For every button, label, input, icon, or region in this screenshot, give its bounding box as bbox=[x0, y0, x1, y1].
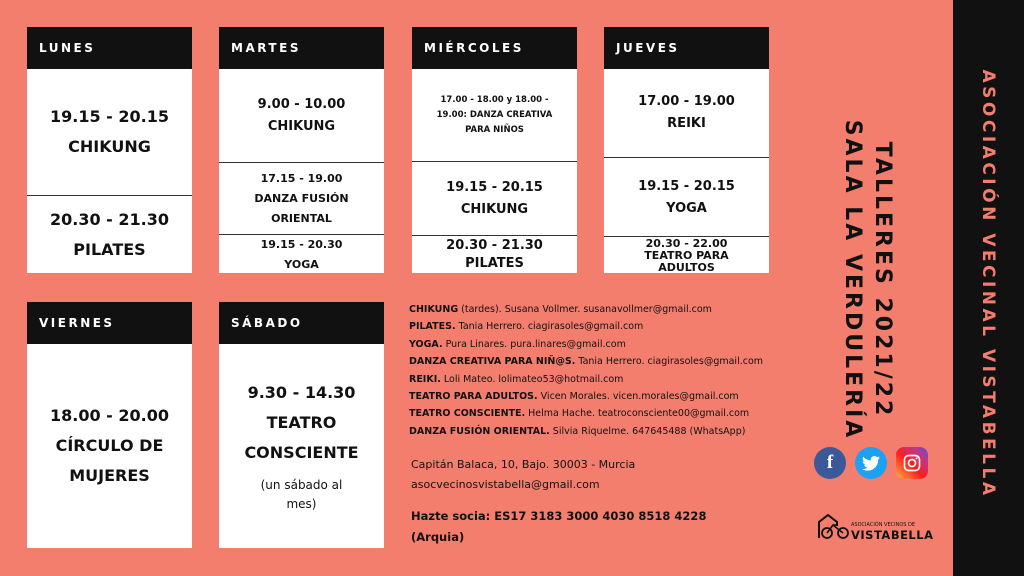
schedule-slot bbox=[604, 69, 769, 157]
day-card-viernes bbox=[27, 302, 192, 548]
slot-time: 19.15 - 20.15 bbox=[50, 107, 169, 126]
schedule-slot bbox=[219, 234, 384, 274]
logo-subtitle: ASOCIACIÓN VECINOS DE bbox=[851, 522, 916, 528]
day-card-martes bbox=[219, 27, 384, 273]
contact-line bbox=[409, 301, 763, 318]
slot-activity: PILATES bbox=[465, 256, 524, 271]
page-title bbox=[837, 70, 897, 490]
contact-line bbox=[409, 423, 763, 440]
contact-details: Tania Herrero. ciagirasoles@gmail.com bbox=[455, 321, 644, 333]
slot-time: 17.00 - 19.00 bbox=[638, 94, 735, 109]
slot-time: 20.30 - 21.30 bbox=[50, 210, 169, 229]
contact-line bbox=[409, 371, 763, 388]
organization-name: ASOCIACIÓN VECINAL VISTABELLA bbox=[978, 69, 998, 499]
slot-activity: ADULTOS bbox=[658, 260, 715, 274]
day-header: JUEVES bbox=[604, 27, 769, 69]
schedule-slot bbox=[219, 69, 384, 162]
slot-time: 17.15 - 19.00 bbox=[260, 172, 343, 185]
schedule-slot bbox=[27, 344, 192, 548]
instagram-camera-icon bbox=[902, 453, 922, 473]
day-card-miercoles bbox=[412, 27, 577, 273]
day-header: MIÉRCOLES bbox=[412, 27, 577, 69]
slot-activity: ORIENTAL bbox=[271, 212, 332, 225]
slot-text: 17.00 - 18.00 y 18.00 - bbox=[440, 94, 549, 105]
slot-time: 9.00 - 10.00 bbox=[257, 96, 346, 112]
contact-label: CHIKUNG bbox=[409, 304, 459, 315]
facebook-icon[interactable] bbox=[814, 447, 846, 479]
slot-activity: CÍRCULO DE bbox=[55, 436, 164, 455]
title-line: SALA LA VERDULERÍA bbox=[840, 119, 865, 441]
twitter-bird-icon bbox=[862, 456, 880, 471]
contact-label: REIKI. bbox=[409, 373, 441, 385]
contact-details: Loli Mateo. lolimateo53@hotmail.com bbox=[440, 373, 624, 385]
vistabella-logo bbox=[816, 512, 934, 544]
contact-details: Tania Herrero. ciagirasoles@gmail.com bbox=[575, 356, 764, 368]
slot-text: PARA NIÑOS bbox=[465, 124, 524, 135]
slot-activity: PILATES bbox=[73, 240, 146, 259]
contact-details: Silvia Riquelme. 647645488 (WhatsApp) bbox=[549, 425, 746, 437]
day-header: SÁBADO bbox=[219, 302, 384, 344]
slot-activity: TEATRO PARA bbox=[644, 248, 729, 262]
bicycle-house-icon bbox=[816, 512, 850, 540]
contact-details: Vicen Morales. vicen.morales@gmail.com bbox=[537, 391, 739, 403]
slot-activity: MUJERES bbox=[69, 466, 150, 485]
day-header: MARTES bbox=[219, 27, 384, 69]
slot-activity: YOGA bbox=[284, 257, 319, 271]
contact-label: YOGA. bbox=[409, 338, 443, 350]
schedule-slot bbox=[412, 161, 577, 236]
membership-iban: Hazte socia: ES17 3183 3000 4030 8518 4228 bbox=[411, 509, 707, 523]
schedule-slot bbox=[27, 195, 192, 274]
slot-activity: YOGA bbox=[666, 200, 707, 216]
contact-line bbox=[409, 336, 763, 353]
contact-label: TEATRO PARA ADULTOS. bbox=[409, 391, 538, 403]
address-block bbox=[411, 455, 635, 495]
schedule-slot bbox=[604, 236, 769, 274]
slot-activity: TEATRO bbox=[266, 413, 337, 432]
membership-block bbox=[411, 506, 706, 548]
contact-details: Pura Linares. pura.linares@gmail.com bbox=[442, 338, 626, 350]
contact-line bbox=[409, 353, 763, 370]
schedule-slot bbox=[27, 69, 192, 195]
schedule-slot bbox=[604, 157, 769, 237]
day-header: LUNES bbox=[27, 27, 192, 69]
contact-details: (tardes). Susana Vollmer. susanavollmer@gmail.com bbox=[458, 304, 712, 315]
contact-line bbox=[409, 388, 763, 405]
slot-activity: REIKI bbox=[667, 116, 706, 131]
slot-note: mes) bbox=[286, 497, 317, 511]
day-header: VIERNES bbox=[27, 302, 192, 344]
slot-activity: CHIKUNG bbox=[460, 202, 529, 217]
instagram-icon[interactable] bbox=[896, 447, 928, 479]
slot-time: 20.30 - 22.00 bbox=[645, 236, 728, 250]
contact-label: DANZA FUSIÓN ORIENTAL. bbox=[409, 425, 550, 437]
logo-title: VISTABELLA bbox=[851, 528, 934, 542]
slot-activity: CONSCIENTE bbox=[244, 443, 359, 462]
slot-time: 19.15 - 20.15 bbox=[638, 178, 735, 194]
contact-line bbox=[409, 405, 763, 422]
day-card-sabado bbox=[219, 302, 384, 548]
slot-activity: DANZA FUSIÓN bbox=[254, 192, 349, 205]
schedule-slot bbox=[219, 344, 384, 548]
contact-label: TEATRO CONSCIENTE. bbox=[409, 408, 526, 420]
slot-time: 9.30 - 14.30 bbox=[247, 383, 356, 402]
title-line: TALLERES 2021/22 bbox=[870, 141, 895, 419]
slot-time: 19.15 - 20.15 bbox=[446, 180, 543, 195]
slot-activity: CHIKUNG bbox=[68, 137, 151, 156]
day-card-lunes bbox=[27, 27, 192, 273]
membership-bank: (Arquia) bbox=[411, 530, 465, 544]
slot-text: 19.00: DANZA CREATIVA bbox=[436, 109, 553, 120]
slot-time: 18.00 - 20.00 bbox=[50, 406, 169, 425]
slot-time: 20.30 - 21.30 bbox=[446, 238, 543, 253]
day-card-jueves bbox=[604, 27, 769, 273]
slot-time: 19.15 - 20.30 bbox=[260, 237, 343, 251]
contact-label: DANZA CREATIVA PARA NIÑ@S. bbox=[409, 356, 576, 368]
slot-activity: CHIKUNG bbox=[267, 118, 336, 134]
instructor-contacts bbox=[409, 301, 763, 440]
contact-details: Helma Hache. teatroconsciente00@gmail.com bbox=[525, 408, 750, 420]
schedule-slot bbox=[412, 235, 577, 274]
slot-note: (un sábado al bbox=[260, 478, 343, 492]
street-address: Capitán Balaca, 10, Bajo. 30003 - Murcia bbox=[411, 458, 636, 471]
contact-line bbox=[409, 318, 763, 335]
contact-label: PILATES. bbox=[409, 321, 456, 333]
schedule-slot bbox=[219, 162, 384, 235]
schedule-slot bbox=[412, 69, 577, 161]
facebook-glyph: f bbox=[826, 452, 834, 473]
twitter-icon[interactable] bbox=[855, 447, 887, 479]
email-link[interactable]: asocvecinosvistabella@gmail.com bbox=[411, 478, 600, 491]
